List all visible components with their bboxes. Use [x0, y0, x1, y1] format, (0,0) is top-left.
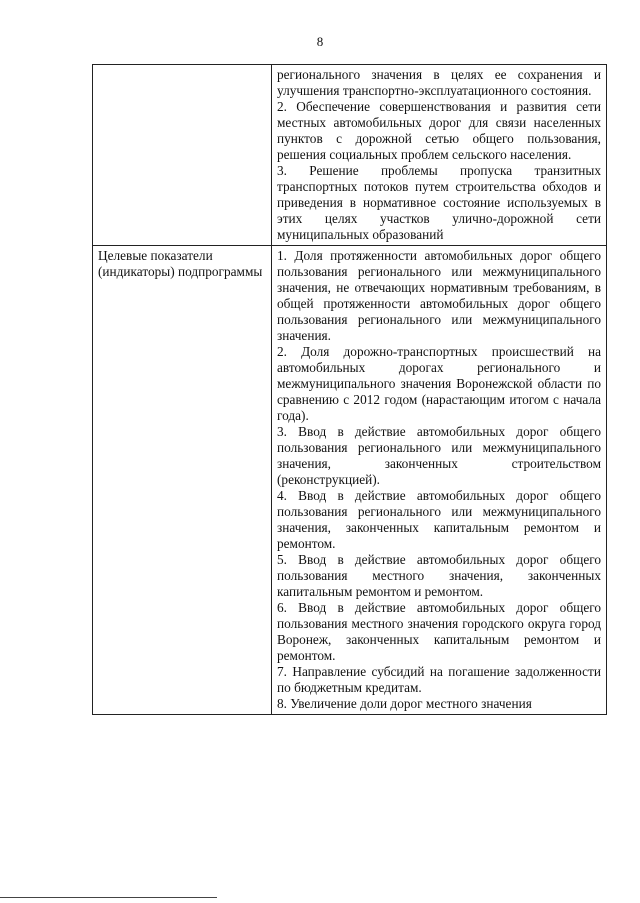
- row-label-cell: [93, 65, 272, 246]
- row-content-cell: [272, 65, 607, 246]
- paragraph: 3. Решение проблемы пропуска транзитных транспортных потоков путем строительства обходов и приведения в нормативное состояние используемых в этих целях участков улично-дорожной сети муниципальных образований: [277, 163, 601, 242]
- row-content-cell: [272, 246, 607, 715]
- indicator-item: 4. Ввод в действие автомобильных дорог общего пользования регионального или межмуниципального значения, законченных капитальным ремонтом и ремонтом.: [277, 488, 601, 551]
- indicator-item: 6. Ввод в действие автомобильных дорог общего пользования местного значения городского округа город Воронеж, законченных капитальным ремонтом и ремонтом.: [277, 600, 601, 663]
- footnote-divider: [0, 897, 217, 898]
- indicator-item: 2. Доля дорожно-транспортных происшествий на автомобильных дорогах регионального и межмуниципального значения Воронежской области по сравнению с 2012 годом (нарастающим итогом с начала года).: [277, 344, 601, 423]
- table-row: [93, 65, 607, 246]
- indicator-item: 8. Увеличение доли дорог местного значения: [277, 696, 532, 711]
- indicator-item: 1. Доля протяженности автомобильных дорог общего пользования регионального или межмуниципального значения, не отвечающих нормативным требованиям, в общей протяженности автомобильных дорог общего пользования регионального или межмуниципального значения.: [277, 248, 601, 343]
- indicator-item: 3. Ввод в действие автомобильных дорог общего пользования регионального или межмуниципального значения, законченных строительством (реконструкцией).: [277, 424, 601, 487]
- program-passport-table: [92, 64, 607, 715]
- page-number: 8: [316, 34, 324, 49]
- indicator-item: 5. Ввод в действие автомобильных дорог общего пользования местного значения, законченных капитальным ремонтом и ремонтом.: [277, 552, 601, 599]
- paragraph: 2. Обеспечение совершенствования и развития сети местных автомобильных дорог для связи населенных пунктов с дорожной сетью общего пользования, решения социальных проблем сельского населения.: [277, 99, 601, 162]
- table-row: [93, 246, 607, 715]
- indicator-item: 7. Направление субсидий на погашение задолженности по бюджетным кредитам.: [277, 664, 601, 695]
- row-label-cell: Целевые показатели (индикаторы) подпрограммы: [93, 246, 272, 715]
- paragraph: регионального значения в целях ее сохранения и улучшения транспортно-эксплуатационного состояния.: [277, 67, 601, 98]
